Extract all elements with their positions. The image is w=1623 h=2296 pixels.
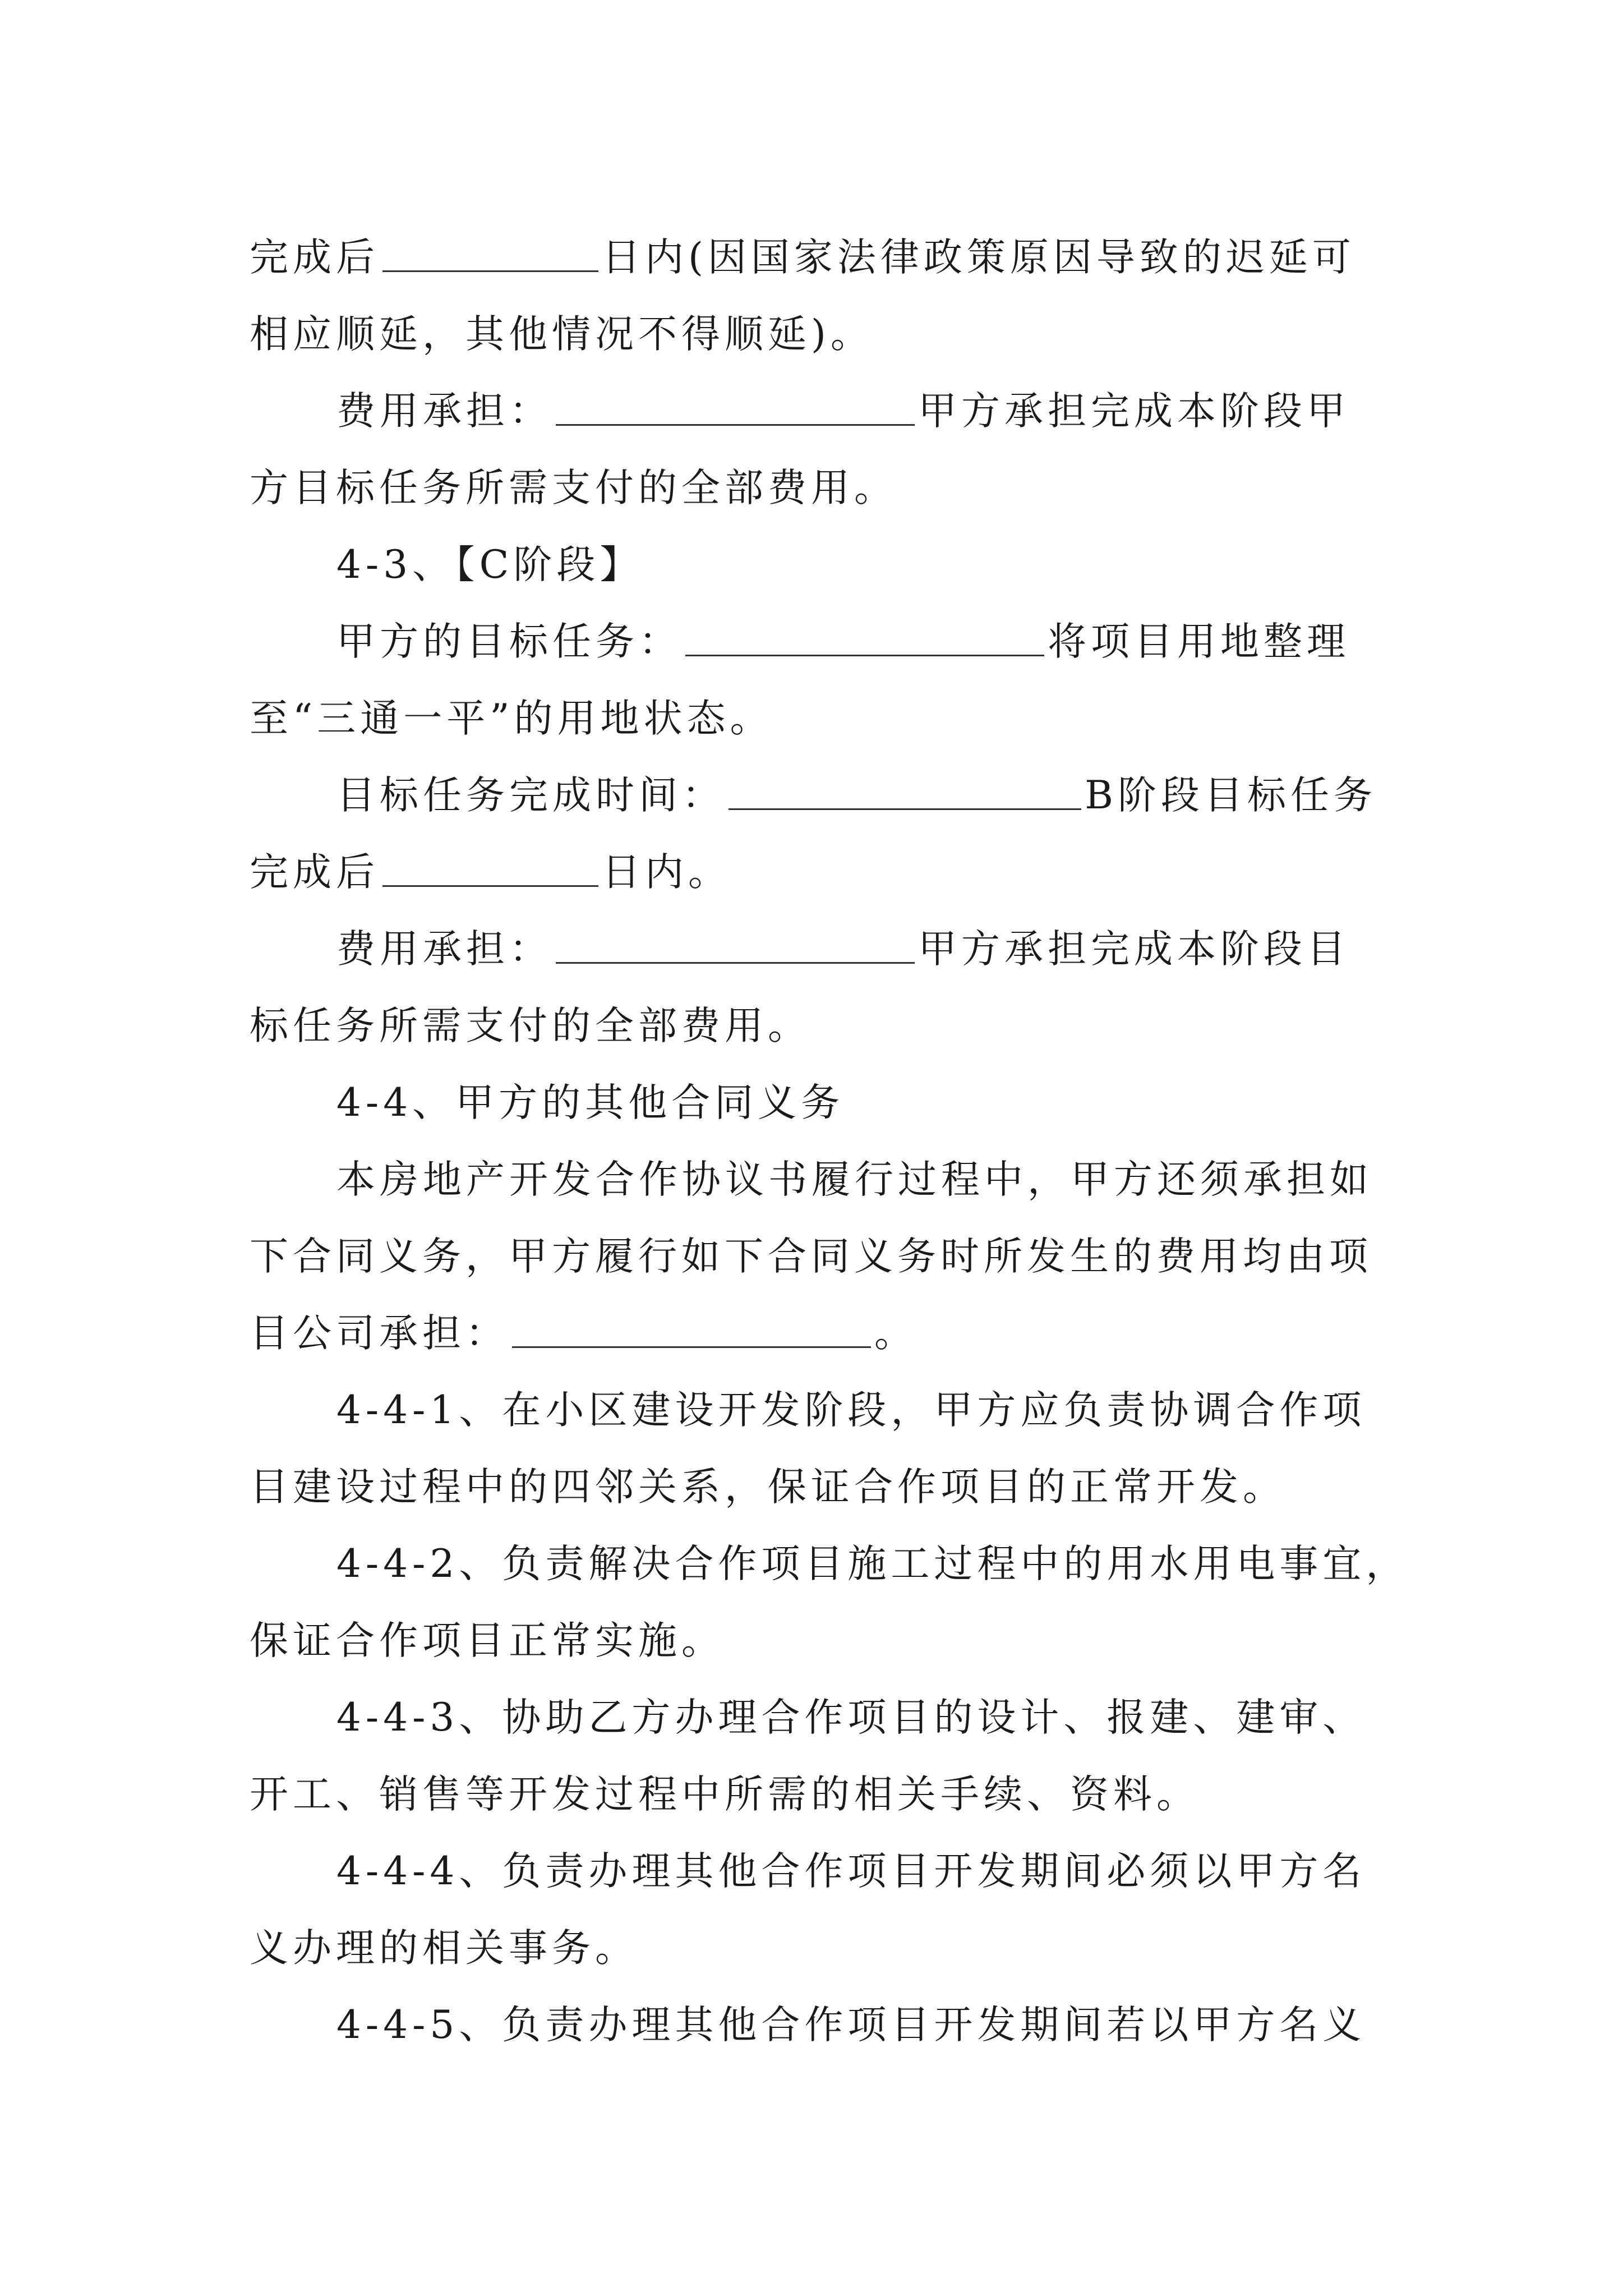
paragraph-line bbox=[250, 910, 1377, 987]
paragraph-line bbox=[250, 757, 1377, 834]
text-run: 完成后 bbox=[250, 234, 379, 280]
fill-in-blank bbox=[556, 927, 915, 964]
text-run: 4-4-1、在小区建设开发阶段，甲方应负责协调合作项 bbox=[336, 1387, 1366, 1433]
fill-in-blank bbox=[512, 1312, 871, 1348]
paragraph-line bbox=[250, 1218, 1377, 1295]
paragraph-line bbox=[250, 987, 1377, 1064]
text-run: 至“三通一平”的用地状态。 bbox=[250, 696, 773, 741]
paragraph-line bbox=[250, 1525, 1409, 1602]
fill-in-blank bbox=[556, 389, 915, 426]
text-run: 4-4-2、负责解决合作项目施工过程中的用水用电事宜， bbox=[336, 1541, 1409, 1586]
paragraph-line bbox=[250, 1679, 1377, 1756]
text-run: 标任务所需支付的全部费用。 bbox=[250, 1003, 811, 1048]
paragraph-line bbox=[250, 1910, 1377, 1986]
text-run: 本房地产开发合作协议书履行过程中，甲方还须承担如 bbox=[336, 1157, 1373, 1202]
paragraph-line bbox=[250, 219, 1377, 296]
paragraph-line bbox=[250, 1756, 1377, 1833]
text-run: 费用承担： bbox=[336, 926, 552, 972]
fill-in-blank bbox=[685, 620, 1044, 656]
text-run: 目公司承担： bbox=[250, 1310, 509, 1356]
paragraph-line bbox=[250, 1833, 1377, 1910]
text-run: 目建设过程中的四邻关系，保证合作项目的正常开发。 bbox=[250, 1464, 1286, 1510]
paragraph-line bbox=[250, 1986, 1377, 2063]
section-heading bbox=[250, 1064, 1377, 1141]
text-run: 目标任务完成时间： bbox=[336, 772, 725, 818]
paragraph-line bbox=[250, 1602, 1377, 1679]
paragraph-line bbox=[250, 449, 1377, 526]
text-run: 。 bbox=[874, 1310, 917, 1356]
fill-in-blank bbox=[382, 236, 598, 272]
text-run: 4-4-5、负责办理其他合作项目开发期间若以甲方名义 bbox=[336, 2002, 1366, 2047]
fill-in-blank bbox=[382, 850, 598, 887]
text-run: 将项目用地整理 bbox=[1048, 619, 1350, 664]
paragraph-line bbox=[250, 1295, 1377, 1372]
paragraph-line bbox=[250, 1448, 1377, 1525]
section-heading bbox=[250, 526, 1377, 603]
text-run: 4-4-3、协助乙方办理合作项目的设计、报建、建审、 bbox=[336, 1695, 1366, 1740]
text-run: 方目标任务所需支付的全部费用。 bbox=[250, 465, 897, 510]
paragraph-line bbox=[250, 1141, 1377, 1218]
text-run: 费用承担： bbox=[336, 388, 552, 434]
text-run: 甲方的目标任务： bbox=[336, 619, 682, 664]
paragraph-line bbox=[250, 1372, 1377, 1448]
paragraph-line bbox=[250, 296, 1377, 372]
text-run: 下合同义务，甲方履行如下合同义务时所发生的费用均由项 bbox=[250, 1234, 1372, 1279]
text-run: 甲方承担完成本阶段甲 bbox=[918, 388, 1350, 434]
text-run: 日内。 bbox=[602, 849, 731, 895]
text-run: 4-3、【C阶段】 bbox=[336, 542, 643, 587]
text-run: 甲方承担完成本阶段目 bbox=[918, 926, 1350, 972]
text-run: 4-4、甲方的其他合同义务 bbox=[336, 1080, 845, 1125]
paragraph-line bbox=[250, 603, 1377, 680]
text-run: 相应顺延，其他情况不得顺延)。 bbox=[250, 311, 874, 357]
paragraph-line bbox=[250, 372, 1377, 449]
fill-in-blank bbox=[728, 774, 1081, 810]
text-run: 日内(因国家法律政策原因导致的迟延可 bbox=[602, 234, 1355, 280]
text-run: 保证合作项目正常实施。 bbox=[250, 1618, 725, 1663]
text-run: 完成后 bbox=[250, 849, 379, 895]
paragraph-line bbox=[250, 680, 1377, 757]
document-body bbox=[250, 219, 1409, 2063]
text-run: 开工、销售等开发过程中所需的相关手续、资料。 bbox=[250, 1772, 1200, 1817]
paragraph-line bbox=[250, 834, 1377, 910]
text-run: 义办理的相关事务。 bbox=[250, 1925, 638, 1971]
text-run: 4-4-4、负责办理其他合作项目开发期间必须以甲方名 bbox=[336, 1848, 1366, 1894]
text-run: B阶段目标任务 bbox=[1085, 772, 1377, 818]
